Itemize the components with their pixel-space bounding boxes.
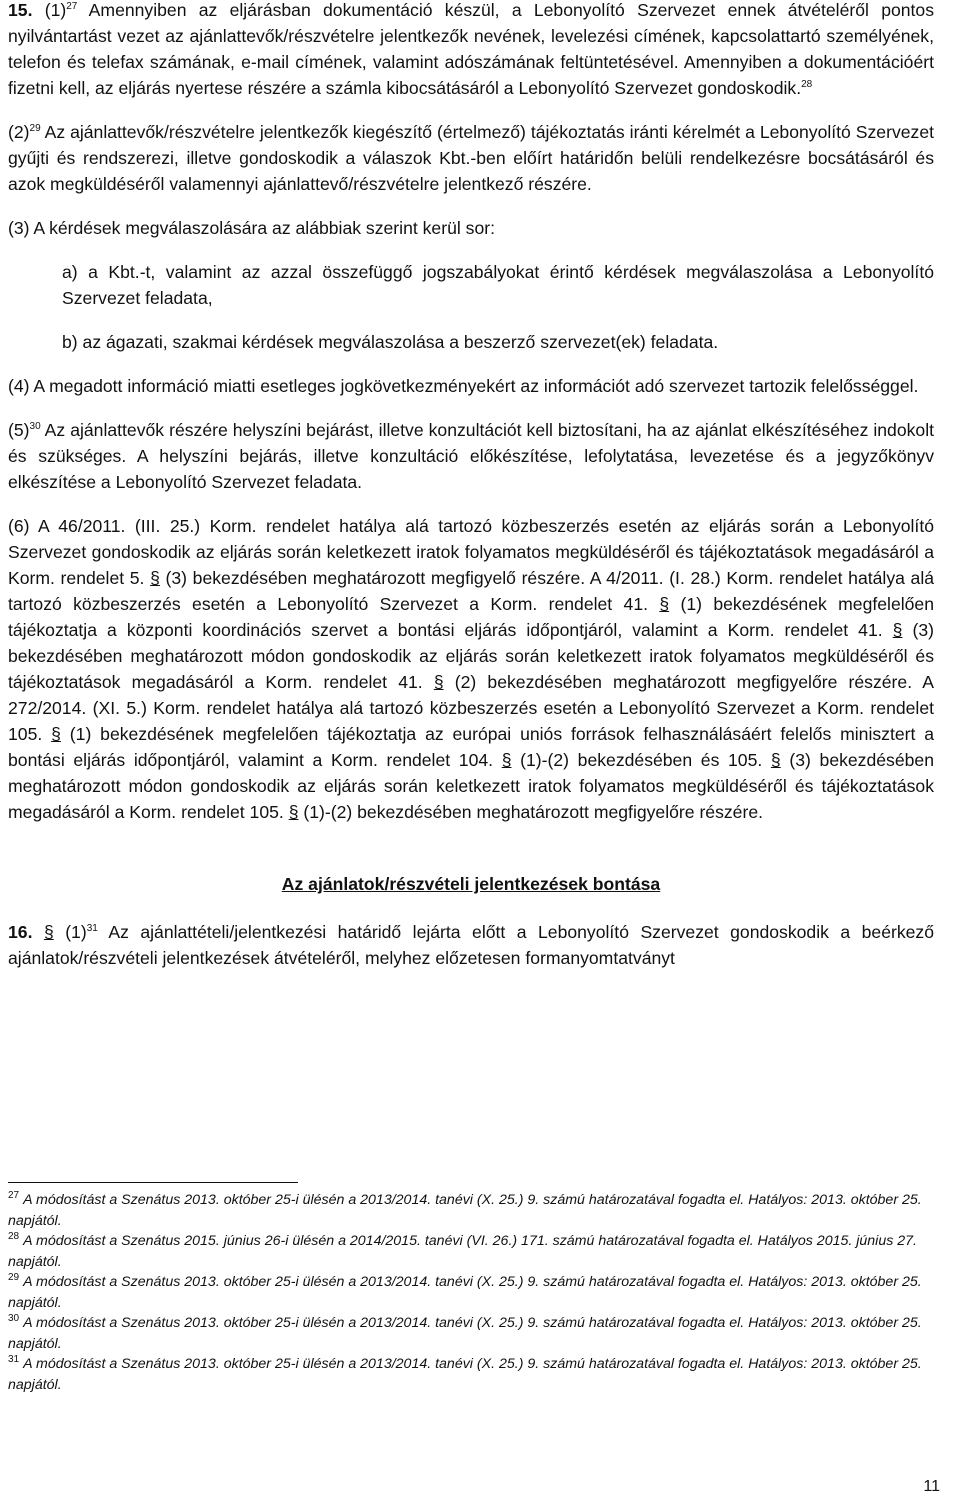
- page-number: 11: [923, 1478, 940, 1495]
- paragraph-15-2: [8, 119, 934, 197]
- list-item-a: a) a Kbt.-t, valamint az azzal összefüggő jogszabályokat érintő kérdések megválaszolása a Lebonyolító Szervezet feladata,: [62, 262, 934, 308]
- footnote-text: A módosítást a Szenátus 2013. október 25-i ülésén a 2013/2014. tanévi (X. 25.) 9. számú határozatával fogadta el. Hatályos: 2013. október 25. napjától.: [8, 1192, 922, 1229]
- section-number: 16.: [8, 922, 33, 942]
- footnote-ref[interactable]: 29: [29, 123, 41, 135]
- section-sign: §: [501, 750, 512, 770]
- paragraph-text: (1)-(2) bekezdésében meghatározott megfigyelőre részére.: [303, 802, 763, 822]
- paragraph-15-5: [8, 417, 934, 495]
- paragraph-text: (1)-(2) bekezdésében és 105.: [520, 750, 763, 770]
- footnote: [8, 1272, 934, 1313]
- section-sign: §: [43, 922, 54, 942]
- paragraph-text: (1) bekezdésének megfelelően tájékoztatja a központi koordinációs szervet a bontási eljárás időpontjáról, valamint a Korm. rendelet 41.: [8, 594, 934, 640]
- list-item-b: b) az ágazati, szakmai kérdések megválaszolása a beszerző szervezet(ek) feladata.: [62, 332, 719, 352]
- footnote: [8, 1313, 934, 1354]
- footnote-number: 29: [8, 1272, 20, 1284]
- paragraph-text: (3) bekezdésében meghatározott módon gondoskodik az eljárás során keletkezett iratok folyamatos megküldéséről és tájékoztatások megadásáról a Korm. rendelet 105.: [8, 750, 934, 822]
- paragraph-text: Amennyiben az eljárásban dokumentáció készül, a Lebonyolító Szervezet ennek átvételéről pontos nyilvántartást vezet az ajánlattevők/részvételre jelentkezők nevének, levelezési címének, kapcsolattartó személyének, telefon és telefax számának, e-mail címének, valamint adószámának feltüntetésével. Amennyiben a dokumentációért fizetni kell, az eljárás nyertese részére a számla kibocsátásáról a Lebonyolító Szervezet gondoskodik.: [8, 0, 935, 98]
- section-sign: §: [51, 724, 61, 744]
- section-number: 15.: [8, 0, 33, 20]
- footnote-ref[interactable]: 27: [66, 1, 78, 13]
- footnote-number: 28: [8, 1231, 20, 1243]
- section-sign: §: [892, 620, 903, 640]
- section-sign: §: [770, 750, 781, 770]
- footnotes: [8, 1190, 934, 1395]
- subsection-label: (1): [65, 922, 87, 942]
- footnote-ref[interactable]: 30: [29, 421, 41, 433]
- paragraph-text: (1) bekezdésének megfelelően tájékoztatja az európai uniós források felhasználásáért felelős minisztert a bontási eljárás időpontjáról, valamint a Korm. rendelet 104.: [8, 724, 935, 770]
- paragraph-text: (6) A 46/2011. (III. 25.) Korm. rendelet hatálya alá tartozó közbeszerzés esetén az eljárás során a Lebonyolító Szervezet gondoskodik az eljárás során keletkezett iratok folyamatos megküldéséről és tájékoztatások megadásáról a Korm. rendelet 5.: [8, 516, 934, 588]
- paragraph-15-1: [8, 0, 934, 101]
- footnote: [8, 1231, 934, 1272]
- footnote: [8, 1190, 934, 1231]
- footnote-text: A módosítást a Szenátus 2015. június 26-i ülésén a 2014/2015. tanévi (VI. 26.) 171. számú határozatával fogadta el. Hatályos 2015. június 27. napjától.: [8, 1233, 917, 1270]
- footnote-text: A módosítást a Szenátus 2013. október 25-i ülésén a 2013/2014. tanévi (X. 25.) 9. számú határozatával fogadta el. Hatályos: 2013. október 25. napjától.: [8, 1274, 922, 1311]
- section-sign: §: [288, 802, 299, 822]
- subsection-label: (5): [8, 420, 30, 440]
- paragraph-text: (3) bekezdésében meghatározott megfigyelő részére. A 4/2011. (I. 28.) Korm. rendelet hatálya alá tartozó közbeszerzés esetén a Lebonyolító Szervezet a Korm. rendelet 41.: [8, 568, 935, 614]
- paragraph-text: Az ajánlattevők részére helyszíni bejárást, illetve konzultációt kell biztosítani, ha az ajánlat elkészítéséhez indokolt és szükséges. A helyszíni bejárás, illetve konzultáció előkészítése, lefolytatása, levezetése és a jegyzőkönyv elkészítése a Lebonyolító Szervezet feladata.: [8, 420, 934, 492]
- footnote-number: 30: [8, 1313, 20, 1325]
- footnote-text: A módosítást a Szenátus 2013. október 25-i ülésén a 2013/2014. tanévi (X. 25.) 9. számú határozatával fogadta el. Hatályos: 2013. október 25. napjától.: [8, 1356, 922, 1393]
- footnote-ref[interactable]: 31: [86, 923, 98, 935]
- footnote: [8, 1354, 934, 1395]
- footnote-number: 31: [8, 1354, 20, 1366]
- footnote-text: A módosítást a Szenátus 2013. október 25-i ülésén a 2013/2014. tanévi (X. 25.) 9. számú határozatával fogadta el. Hatályos: 2013. október 25. napjától.: [8, 1315, 922, 1352]
- paragraph-15-3: (3) A kérdések megválaszolására az alábbiak szerint kerül sor:: [8, 218, 495, 238]
- section-sign: §: [150, 568, 160, 588]
- paragraph-16-1: [8, 919, 934, 971]
- paragraph-15-6: [8, 513, 934, 825]
- paragraph-text: (2) bekezdésében meghatározott megfigyelőre részére. A 272/2014. (XI. 5.) Korm. rendelet hatálya alá tartozó közbeszerzés esetén a Lebonyolító Szervezet a Korm. rendelet 105.: [8, 672, 934, 744]
- paragraph-text: (3) bekezdésében meghatározott módon gondoskodik az eljárás során keletkezett iratok folyamatos megküldéséről és tájékoztatások megadásáról a Korm. rendelet 41.: [8, 620, 934, 692]
- footnote-divider: [8, 1182, 298, 1183]
- section-sign: §: [433, 672, 444, 692]
- footnote-ref[interactable]: 28: [801, 79, 813, 91]
- section-heading: Az ajánlatok/részvételi jelentkezések bontása: [281, 874, 661, 894]
- subsection-label: (2): [8, 122, 30, 142]
- section-sign: §: [659, 594, 670, 614]
- main-text: [8, 0, 934, 971]
- subsection-label: (1): [44, 0, 67, 20]
- paragraph-text: Az ajánlattételi/jelentkezési határidő lejárta előtt a Lebonyolító Szervezet gondoskodik a beérkező ajánlatok/részvételi jelentkezések átvételéről, melyhez előzetesen formanyomtatványt: [8, 922, 935, 968]
- paragraph-15-4: (4) A megadott információ miatti esetleges jogkövetkezményekért az információt adó szervezet tartozik felelősséggel.: [8, 376, 919, 396]
- paragraph-text: Az ajánlattevők/részvételre jelentkezők kiegészítő (értelmező) tájékoztatás iránti kérelmét a Lebonyolító Szervezet gyűjti és rendszerezi, illetve gondoskodik a válaszok Kbt.-ben előírt határidőn belüli rendelkezésre bocsátásáról és azok megküldéséről valamennyi ajánlattevő/részvételre jelentkező részére.: [8, 122, 934, 194]
- footnote-number: 27: [8, 1190, 20, 1202]
